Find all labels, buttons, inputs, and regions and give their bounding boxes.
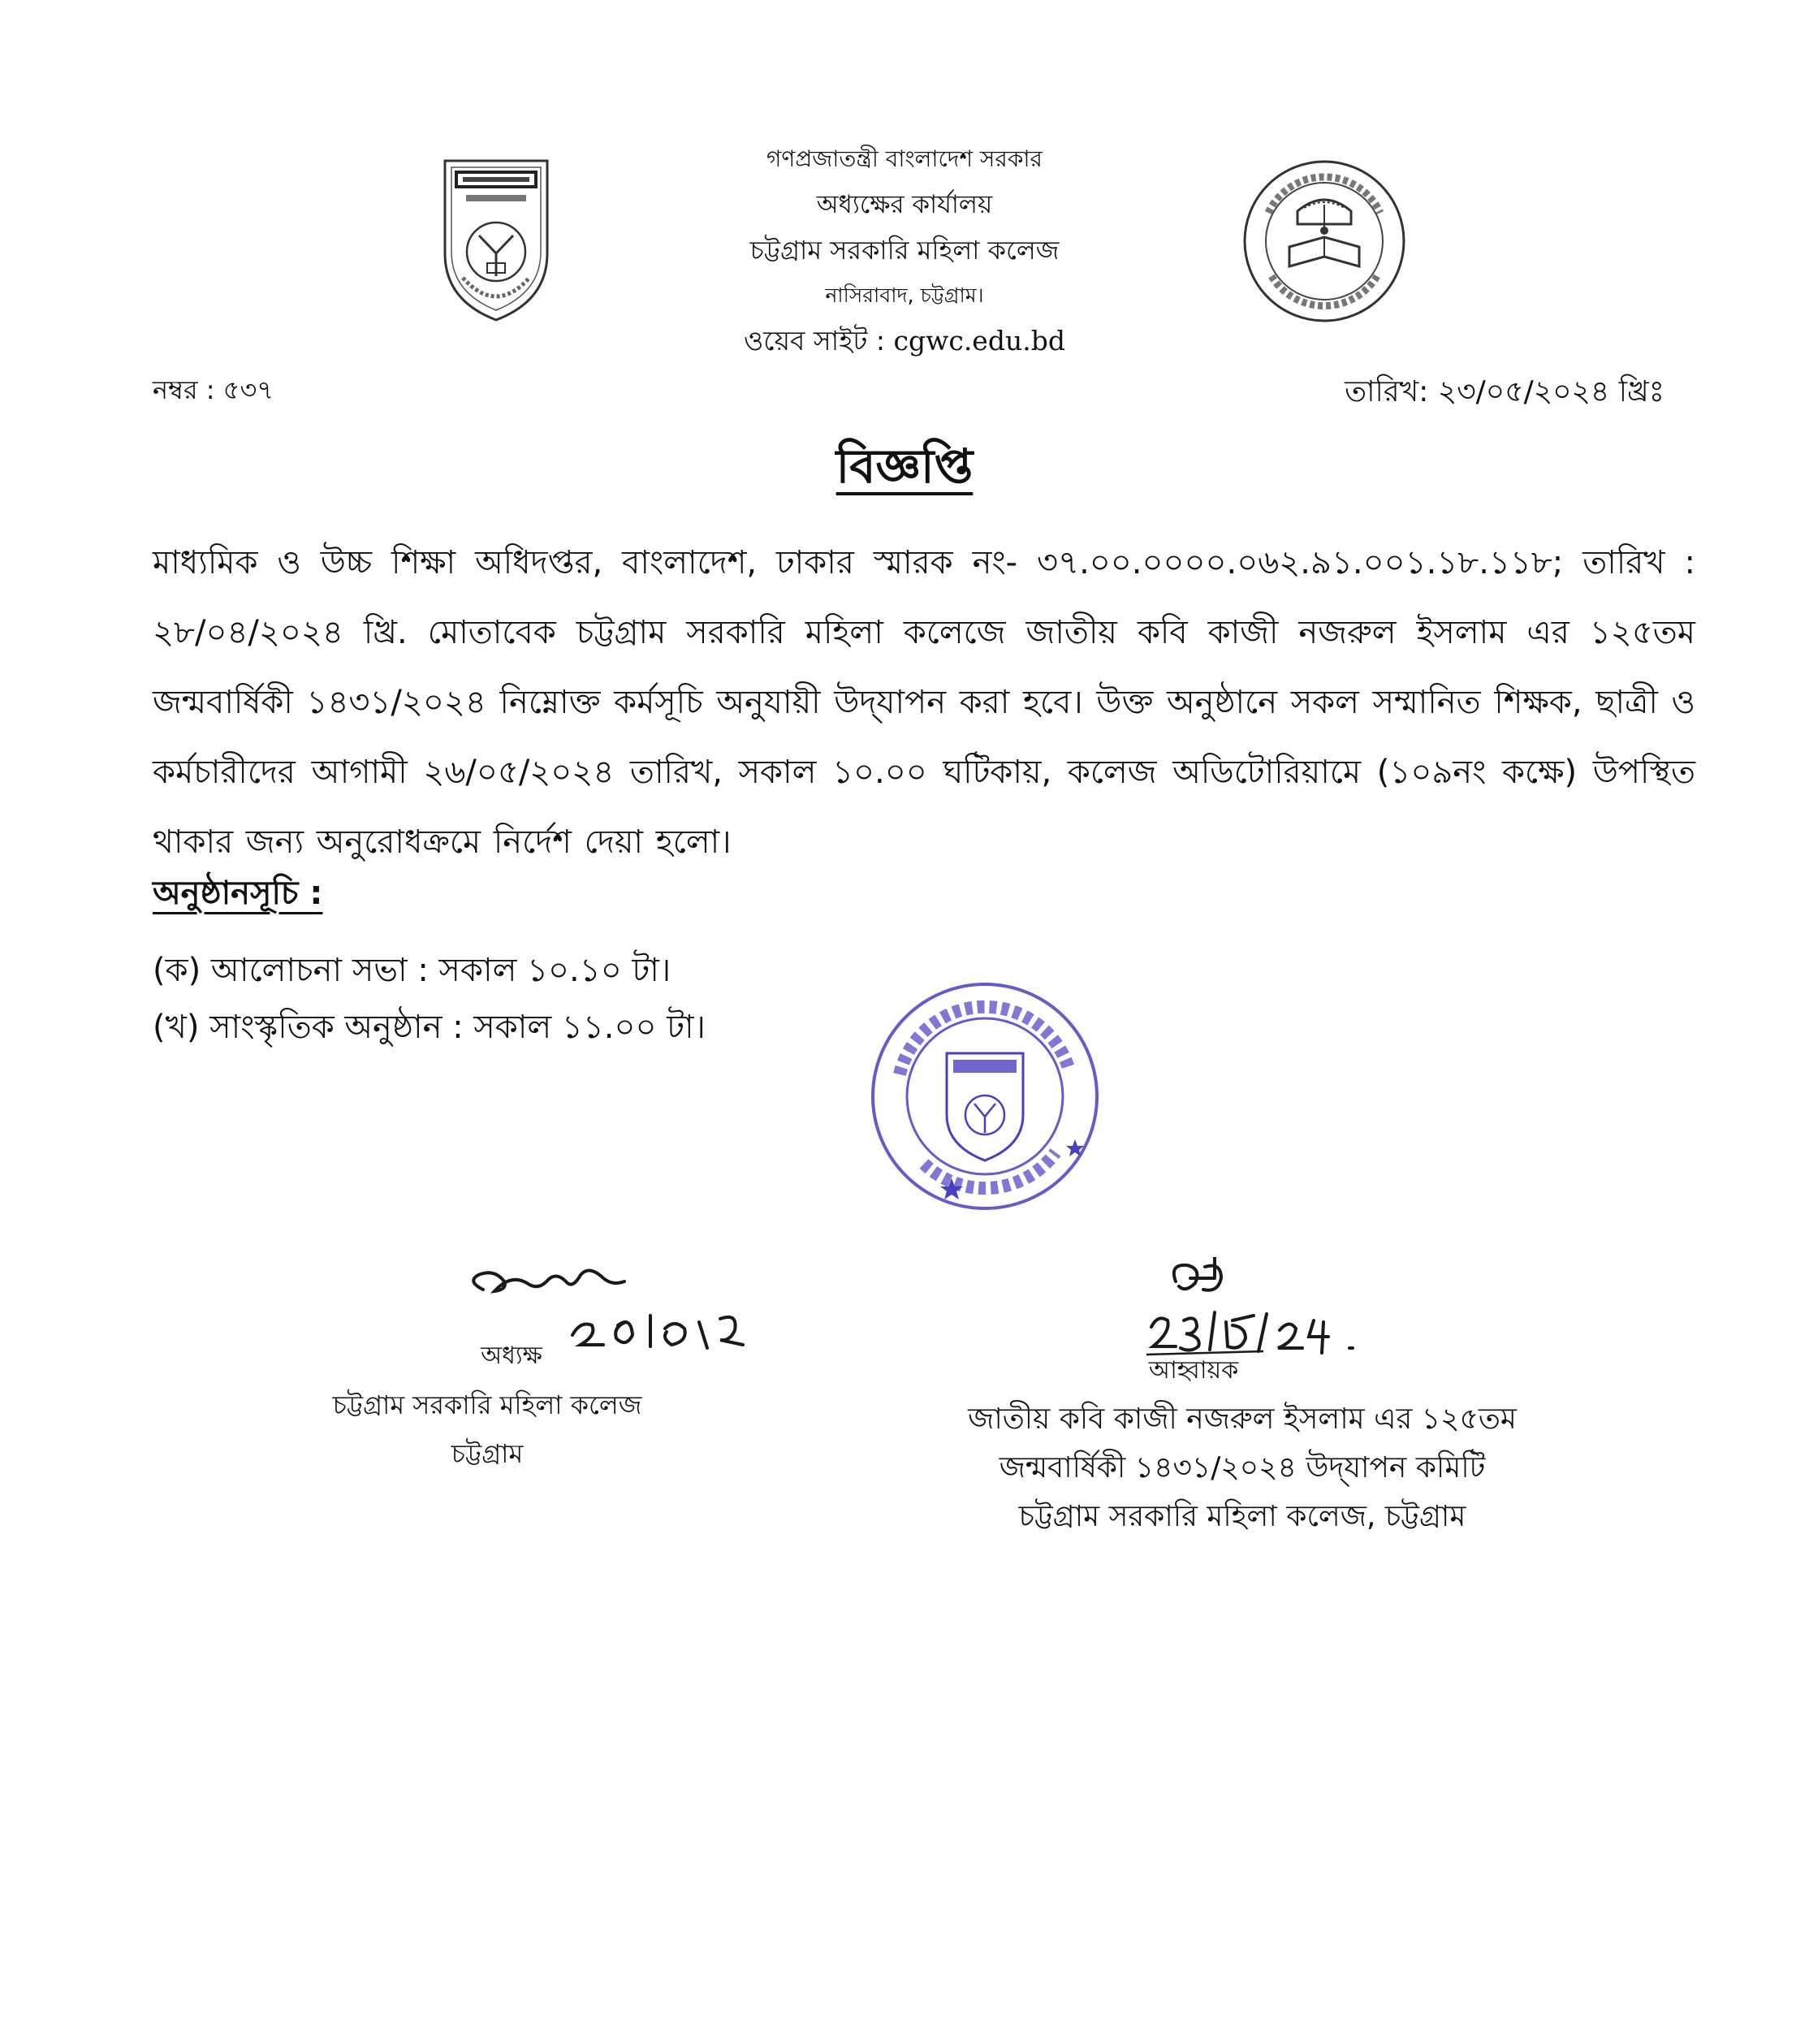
principal-signature-block [244,1332,731,1478]
office-name: অধ্যক্ষের কার্যালয় [816,190,993,219]
website-label: ওয়েব সাইট : [744,325,894,357]
schedule-list [153,942,706,1056]
reference-number: নম্বর : ৫৩৭ [153,374,274,405]
principal-city: চট্টগ্রাম [451,1438,524,1469]
principal-college: চট্টগ্রাম সরকারি মহিলা কলেজ [332,1389,642,1420]
college-emblem-right [1239,156,1410,326]
schedule-heading-text: অনুষ্ঠানসূচি : [153,875,323,912]
schedule-item: (ক) আলোচনা সভা : সকাল ১০.১০ টা। [153,952,671,989]
notice-title [0,430,1809,509]
committee-line-1: জাতীয় কবি কাজী নজরুল ইসলাম এর ১২৫তম [968,1402,1517,1436]
website-url: cgwc.edu.bd [893,325,1065,357]
convener-signature-block [877,1346,1608,1541]
notice-body: মাধ্যমিক ও উচ্চ শিক্ষা অধিদপ্তর, বাংলাদেশ, ঢাকার স্মারক নং- ৩৭.০০.০০০০.০৬২.৯১.০০১.১৮.১১৮; তারিখ : ২৮/০৪/২০২৪ খ্রি. মোতাবেক চট্টগ্রাম সরকারি মহিলা কলেজে জাতীয় কবি কাজী নজরুল ইসলাম এর ১২৫তম জন্মবার্ষিকী ১৪৩১/২০২৪ নিম্নোক্ত কর্মসূচি অনুযায়ী উদ্‌যাপন করা হবে। উক্ত অনুষ্ঠানে সকল সম্মানিত শিক্ষক, ছাত্রী ও কর্মচারীদের আগামী ২৬/০৫/২০২৪ তারিখ, সকাল ১০.০০ ঘটিকায়, কলেজ অডিটোরিয়ামে (১০৯নং কক্ষে) উপস্থিত থাকার জন্য অনুরোধক্রমে নির্দেশ দেয়া হলো। [153,544,1695,861]
reference-date: তারিখ: ২৩/০৫/২০২৪ খ্রিঃ [1345,375,1664,408]
college-logo-left [438,156,554,325]
principal-title: অধ্যক্ষ [481,1342,542,1370]
website-line [568,318,1241,364]
committee-line-2: জন্মবার্ষিকী ১৪৩১/২০২৪ উদ্‌যাপন কমিটি [999,1451,1486,1484]
official-seal-stamp [867,979,1103,1214]
college-address: নাসিরাবাদ, চট্টগ্রাম। [825,283,984,307]
college-name: চট্টগ্রাম সরকারি মহিলা কলেজ [749,235,1060,266]
committee-line-3: চট্টগ্রাম সরকারি মহিলা কলেজ, চট্টগ্রাম [1018,1500,1466,1533]
convener-title: আহ্বায়ক [1148,1356,1239,1385]
notice-title-text: বিজ্ঞপ্তি [835,439,974,494]
government-name: গণপ্রজাতন্ত্রী বাংলাদেশ সরকার [766,145,1043,172]
schedule-heading [153,867,322,922]
schedule-item: (খ) সাংস্কৃতিক অনুষ্ঠান : সকাল ১১.০০ টা। [153,1009,706,1046]
letterhead [568,136,1241,364]
